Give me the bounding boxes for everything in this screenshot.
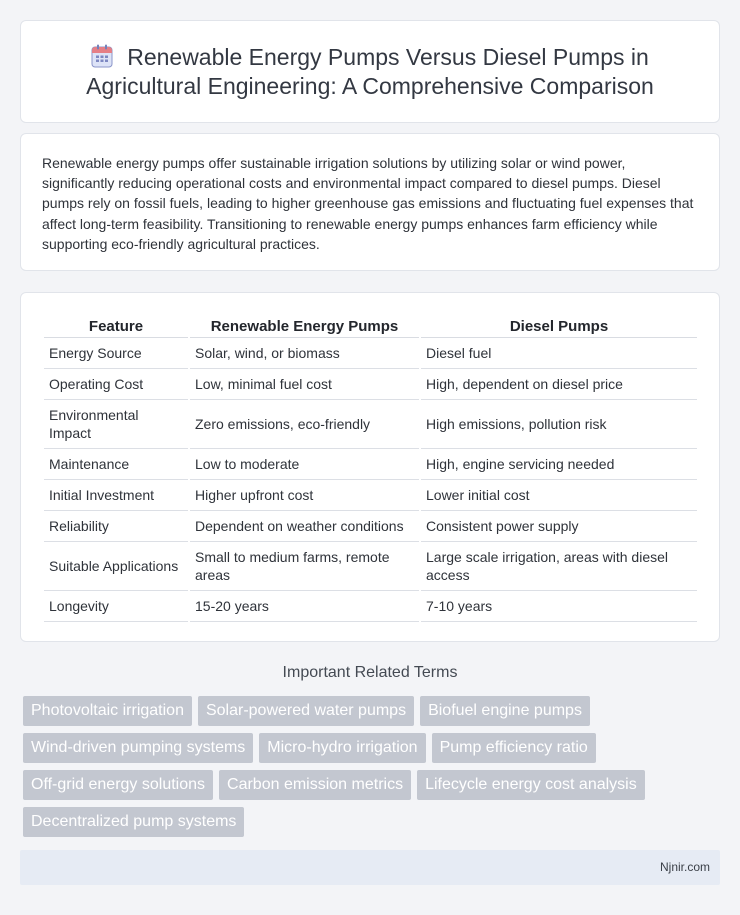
feature-cell: Reliability xyxy=(44,511,188,542)
related-term-tag[interactable]: Off-grid energy solutions xyxy=(23,770,213,800)
header-feature: Feature xyxy=(44,315,188,338)
header-renewable: Renewable Energy Pumps xyxy=(190,315,419,338)
table-row xyxy=(44,369,697,400)
table-row xyxy=(44,511,697,542)
diesel-cell: 7-10 years xyxy=(421,591,697,622)
intro-card xyxy=(20,133,720,271)
feature-cell: Initial Investment xyxy=(44,480,188,511)
diesel-cell: Lower initial cost xyxy=(421,480,697,511)
table-header-row xyxy=(44,315,697,338)
diesel-cell: Diesel fuel xyxy=(421,338,697,369)
related-term-tag[interactable]: Carbon emission metrics xyxy=(219,770,411,800)
renewable-cell: Small to medium farms, remote areas xyxy=(190,542,419,591)
feature-cell: Suitable Applications xyxy=(44,542,188,591)
renewable-cell: Higher upfront cost xyxy=(190,480,419,511)
related-terms-heading: Important Related Terms xyxy=(282,664,458,681)
related-term-tag[interactable]: Wind-driven pumping systems xyxy=(23,733,253,763)
table-row xyxy=(44,338,697,369)
comparison-card xyxy=(20,292,720,642)
renewable-cell: Dependent on weather conditions xyxy=(190,511,419,542)
footer-site-link[interactable]: Njnir.com xyxy=(659,860,710,874)
related-term-tag[interactable]: Solar-powered water pumps xyxy=(198,696,414,726)
renewable-cell: Low to moderate xyxy=(190,449,419,480)
comparison-table xyxy=(42,315,699,622)
diesel-cell: High, engine servicing needed xyxy=(421,449,697,480)
related-term-tag[interactable]: Micro-hydro irrigation xyxy=(259,733,425,763)
related-term-tag[interactable]: Decentralized pump systems xyxy=(23,807,244,837)
calendar-icon xyxy=(91,44,113,68)
related-term-tag[interactable]: Pump efficiency ratio xyxy=(432,733,596,763)
table-row xyxy=(44,449,697,480)
table-row xyxy=(44,591,697,622)
feature-cell: Maintenance xyxy=(44,449,188,480)
header-diesel: Diesel Pumps xyxy=(421,315,697,338)
related-term-tag[interactable]: Lifecycle energy cost analysis xyxy=(417,770,645,800)
table-row xyxy=(44,480,697,511)
related-terms-list xyxy=(23,696,713,844)
renewable-cell: 15-20 years xyxy=(190,591,419,622)
renewable-cell: Zero emissions, eco-friendly xyxy=(190,400,419,449)
renewable-cell: Low, minimal fuel cost xyxy=(190,369,419,400)
diesel-cell: High, dependent on diesel price xyxy=(421,369,697,400)
table-row xyxy=(44,542,697,591)
renewable-cell: Solar, wind, or biomass xyxy=(190,338,419,369)
title-text: Renewable Energy Pumps Versus Diesel Pumps in Agricultural Engineering: A Comprehensive Comparison xyxy=(86,44,654,99)
diesel-cell: Large scale irrigation, areas with diesel access xyxy=(421,542,697,591)
page-title xyxy=(21,43,719,101)
table-row xyxy=(44,400,697,449)
diesel-cell: High emissions, pollution risk xyxy=(421,400,697,449)
feature-cell: Operating Cost xyxy=(44,369,188,400)
feature-cell: Energy Source xyxy=(44,338,188,369)
diesel-cell: Consistent power supply xyxy=(421,511,697,542)
feature-cell: Environmental Impact xyxy=(44,400,188,449)
footer-bar xyxy=(20,850,720,885)
feature-cell: Longevity xyxy=(44,591,188,622)
related-term-tag[interactable]: Biofuel engine pumps xyxy=(420,696,590,726)
title-card xyxy=(20,20,720,123)
related-term-tag[interactable]: Photovoltaic irrigation xyxy=(23,696,192,726)
intro-paragraph: Renewable energy pumps offer sustainable irrigation solutions by utilizing solar or wind power, significantly reducing operational costs and environmental impact compared to diesel pumps. Diesel pumps rely on fossil fuels, leading to higher greenhouse gas emissions and fluctuating fuel expenses that affect long-term feasibility. Transitioning to renewable energy pumps enhances farm efficiency while supporting eco-friendly agricultural practices. xyxy=(42,155,694,252)
